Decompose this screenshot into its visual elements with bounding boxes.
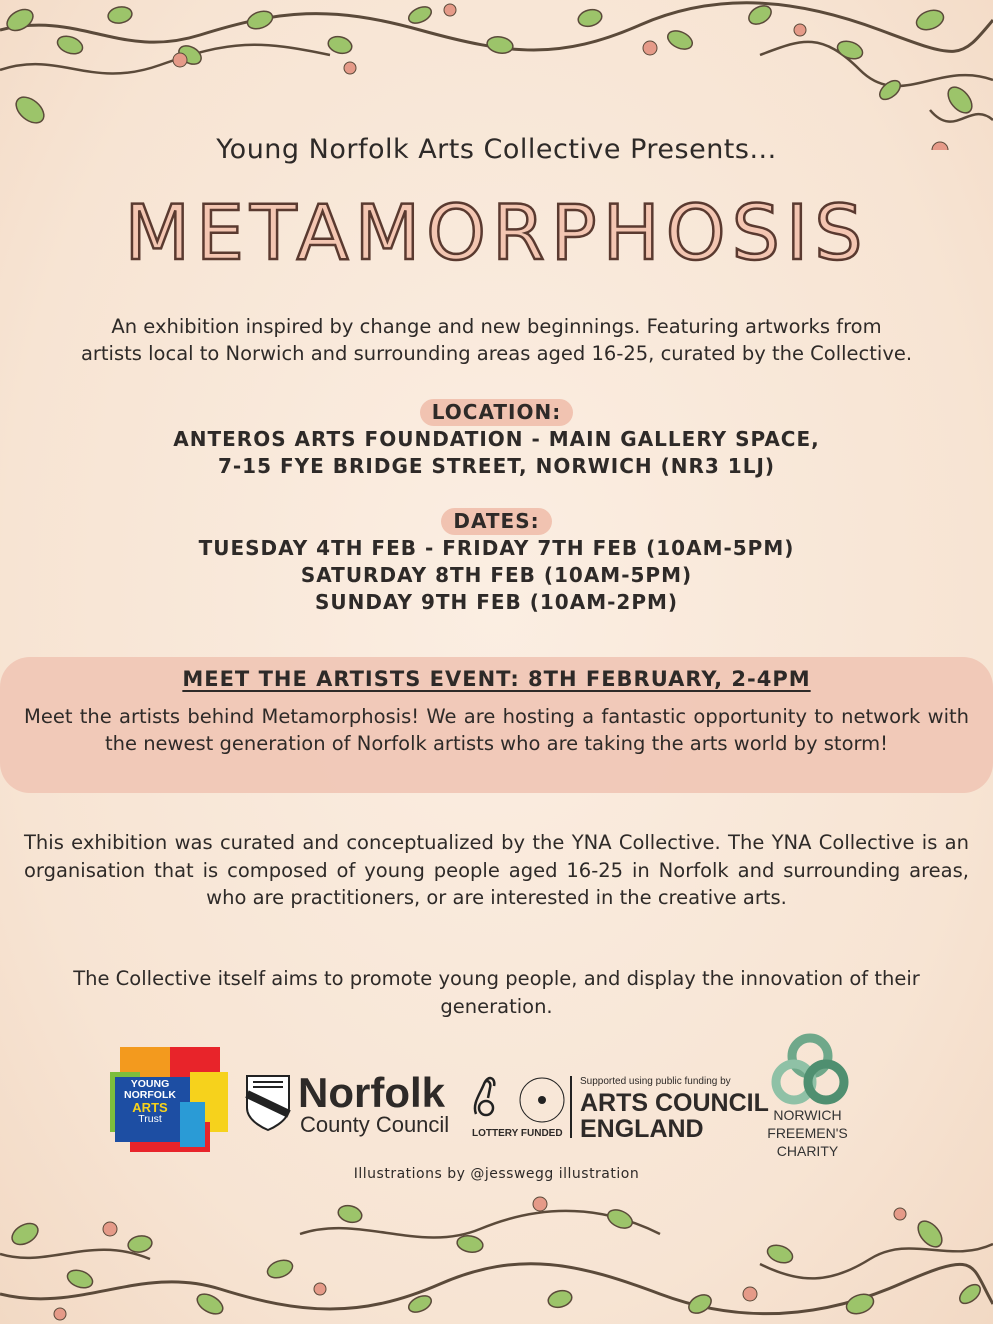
presenter-line: Young Norfolk Arts Collective Presents...	[216, 134, 777, 165]
intro-line: An exhibition inspired by change and new beginnings. Featuring artworks from	[111, 315, 882, 338]
norfolk-crest-icon	[245, 1074, 291, 1132]
date-line: SUNDAY 9TH FEB (10AM-2PM)	[314, 590, 679, 614]
sponsor-logos	[0, 1032, 993, 1167]
meet-artists-text: Meet the artists behind Metamorphosis! We are hosting a fantastic opportunity to network with the newest generation of Norfolk artists who are taking the arts world by storm!	[24, 705, 969, 755]
dates-section	[0, 508, 993, 616]
ynat-logo-text: YOUNG NORFOLK ARTS Trust	[124, 1078, 176, 1125]
freemens-knot-icon	[768, 1032, 852, 1108]
lottery-funded-label: LOTTERY FUNDED	[472, 1128, 563, 1139]
aims-paragraph: The Collective itself aims to promote young people, and display the innovation of their generation.	[73, 967, 920, 1018]
exhibition-title: METAMORPHOSIS	[124, 188, 869, 277]
ace-divider	[570, 1076, 572, 1138]
location-section	[0, 399, 993, 480]
dates-heading: DATES:	[441, 508, 551, 535]
vine-border-top	[0, 0, 993, 150]
norfolk-logo-name: Norfolk	[298, 1069, 445, 1116]
ace-logo-text: ARTS COUNCIL ENGLAND	[580, 1089, 769, 1143]
date-line: SATURDAY 8TH FEB (10AM-5PM)	[300, 563, 693, 587]
location-line: ANTEROS ARTS FOUNDATION - MAIN GALLERY SPACE,	[173, 427, 820, 451]
lottery-fingers-icon	[470, 1074, 570, 1128]
location-heading: LOCATION:	[420, 399, 573, 426]
intro-line: artists local to Norwich and surrounding areas aged 16-25, curated by the Collective.	[80, 342, 913, 365]
vine-border-bottom	[0, 1174, 993, 1324]
norfolk-logo-sub: County Council	[300, 1112, 450, 1137]
illustration-credit: Illustrations by @jesswegg illustration	[353, 1166, 640, 1182]
intro-text	[20, 313, 973, 367]
meet-artists-title: MEET THE ARTISTS EVENT: 8TH FEBRUARY, 2-4PM	[182, 667, 811, 691]
about-paragraph: This exhibition was curated and conceptualized by the YNA Collective. The YNA Collective is an organisation that is composed of young people aged 16-25 in Norfolk and surrounding areas, who are practitioners, or are interested in the creative arts.	[24, 831, 969, 909]
ace-support-text: Supported using public funding by	[580, 1076, 731, 1087]
freemens-charity-text: NORWICH FREEMEN'S CHARITY	[767, 1107, 848, 1159]
date-line: TUESDAY 4TH FEB - FRIDAY 7TH FEB (10AM-5PM)	[198, 536, 795, 560]
location-line: 7-15 FYE BRIDGE STREET, NORWICH (NR3 1LJ)	[217, 454, 776, 478]
